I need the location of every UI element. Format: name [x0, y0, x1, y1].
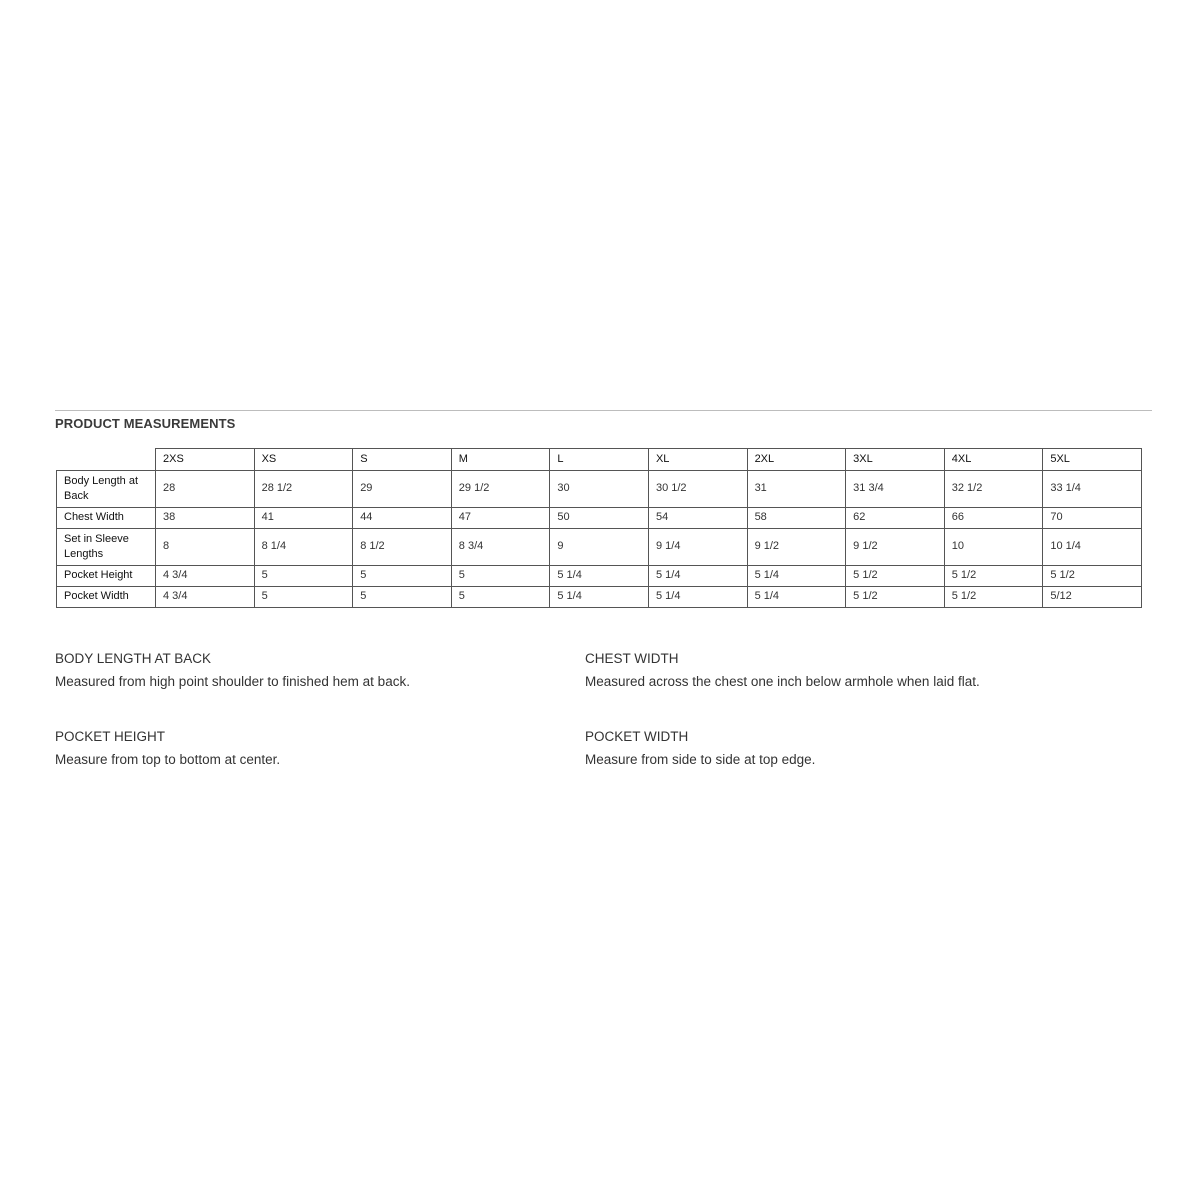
description-body-length	[55, 651, 535, 689]
table-cell: 4 3/4	[156, 565, 255, 586]
size-header-row	[57, 449, 1142, 471]
table-cell: 44	[353, 507, 452, 528]
table-cell: 70	[1043, 507, 1142, 528]
size-header: 5XL	[1043, 449, 1142, 471]
size-header: XL	[648, 449, 747, 471]
table-cell: 8	[156, 528, 255, 565]
table-cell: 5	[254, 565, 353, 586]
table-cell: 41	[254, 507, 353, 528]
table-row-pocket-width	[57, 586, 1142, 607]
table-row-sleeve-length	[57, 528, 1142, 565]
table-cell: 10 1/4	[1043, 528, 1142, 565]
table-cell: 5 1/2	[1043, 565, 1142, 586]
table-cell: 5	[353, 586, 452, 607]
table-cell: 31 3/4	[846, 470, 945, 507]
table-cell: 5	[353, 565, 452, 586]
table-cell: 5 1/4	[747, 586, 846, 607]
row-label: Body Length at Back	[57, 470, 156, 507]
table-cell: 5 1/2	[944, 586, 1043, 607]
description-text: Measure from top to bottom at center.	[55, 752, 281, 767]
row-label: Pocket Height	[57, 565, 156, 586]
description-pocket-width	[585, 729, 1065, 767]
table-cell: 8 1/2	[353, 528, 452, 565]
table-cell: 5/12	[1043, 586, 1142, 607]
table-cell: 38	[156, 507, 255, 528]
description-text: Measure from side to side at top edge.	[585, 752, 816, 767]
table-cell: 32 1/2	[944, 470, 1043, 507]
description-title: POCKET WIDTH	[585, 729, 689, 744]
table-cell: 58	[747, 507, 846, 528]
section-divider	[55, 410, 1152, 411]
description-pocket-height	[55, 729, 535, 767]
table-cell: 5	[451, 586, 550, 607]
description-text: Measured across the chest one inch below armhole when laid flat.	[585, 674, 980, 689]
description-title: POCKET HEIGHT	[55, 729, 166, 744]
table-cell: 5	[254, 586, 353, 607]
description-chest-width	[585, 651, 1065, 689]
table-cell: 4 3/4	[156, 586, 255, 607]
table-cell: 9	[550, 528, 649, 565]
table-cell: 28 1/2	[254, 470, 353, 507]
table-cell: 9 1/2	[747, 528, 846, 565]
table-cell: 47	[451, 507, 550, 528]
size-header: L	[550, 449, 649, 471]
table-cell: 5 1/2	[944, 565, 1043, 586]
table-cell: 5 1/4	[648, 586, 747, 607]
table-cell: 28	[156, 470, 255, 507]
table-cell: 50	[550, 507, 649, 528]
description-title: CHEST WIDTH	[585, 651, 679, 666]
table-cell: 29 1/2	[451, 470, 550, 507]
table-cell: 9 1/4	[648, 528, 747, 565]
table-cell: 10	[944, 528, 1043, 565]
table-row-chest-width	[57, 507, 1142, 528]
size-header: 3XL	[846, 449, 945, 471]
table-cell: 8 1/4	[254, 528, 353, 565]
table-cell: 5 1/2	[846, 586, 945, 607]
table-cell: 30	[550, 470, 649, 507]
table-cell: 5 1/4	[648, 565, 747, 586]
table-corner	[57, 449, 156, 471]
row-label: Set in Sleeve Lengths	[57, 528, 156, 565]
section-title: PRODUCT MEASUREMENTS	[55, 416, 236, 431]
table-row-pocket-height	[57, 565, 1142, 586]
size-header: 4XL	[944, 449, 1043, 471]
table-cell: 5 1/4	[550, 565, 649, 586]
size-header: XS	[254, 449, 353, 471]
row-label: Pocket Width	[57, 586, 156, 607]
table-cell: 9 1/2	[846, 528, 945, 565]
measurements-table	[56, 448, 1142, 608]
description-text: Measured from high point shoulder to finished hem at back.	[55, 674, 410, 689]
table-row-body-length	[57, 470, 1142, 507]
table-cell: 62	[846, 507, 945, 528]
table-cell: 8 3/4	[451, 528, 550, 565]
description-title: BODY LENGTH AT BACK	[55, 651, 212, 666]
size-header: S	[353, 449, 452, 471]
table-cell: 54	[648, 507, 747, 528]
table-cell: 30 1/2	[648, 470, 747, 507]
table-cell: 29	[353, 470, 452, 507]
table-cell: 5 1/4	[747, 565, 846, 586]
row-label: Chest Width	[57, 507, 156, 528]
table-cell: 5	[451, 565, 550, 586]
table-cell: 33 1/4	[1043, 470, 1142, 507]
size-header: 2XL	[747, 449, 846, 471]
size-header: M	[451, 449, 550, 471]
table-cell: 31	[747, 470, 846, 507]
table-cell: 5 1/2	[846, 565, 945, 586]
table-cell: 5 1/4	[550, 586, 649, 607]
table-cell: 66	[944, 507, 1043, 528]
size-header: 2XS	[156, 449, 255, 471]
